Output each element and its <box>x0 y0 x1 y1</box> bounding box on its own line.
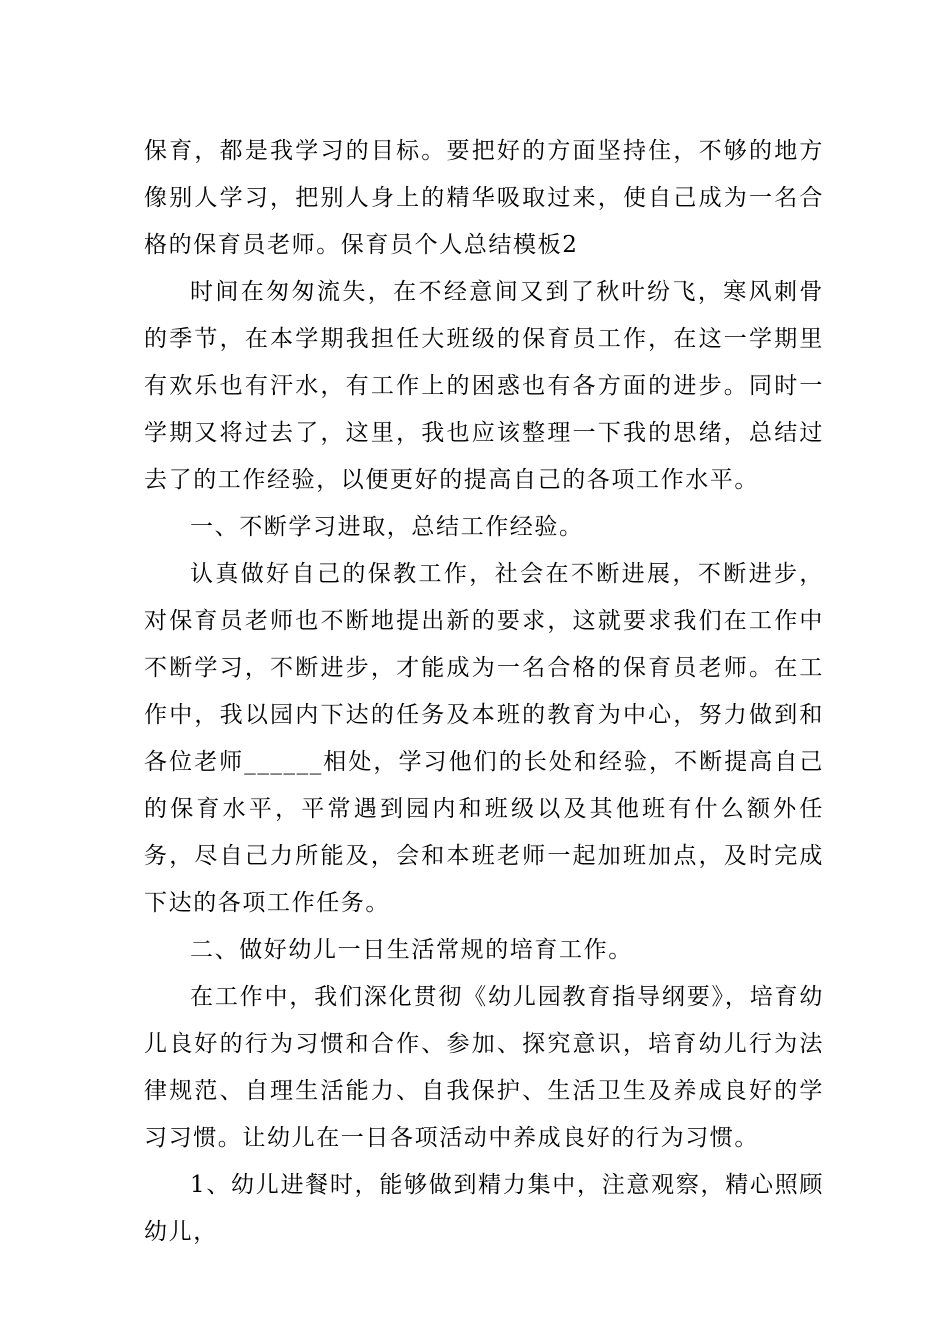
list-item-1: 1、幼儿进餐时，能够做到精力集中，注意观察，精心照顾幼儿， <box>144 1172 824 1245</box>
paragraph-1: 保育，都是我学习的目标。要把好的方面坚持住，不够的地方像别人学习，把别人身上的精华吸取过来，使自己成为一名合格的保育员老师。保育员个人总结模板2 <box>144 138 824 258</box>
paragraph-2: 时间在匆匆流失，在不经意间又到了秋叶纷飞，寒风刺骨的季节，在本学期我担任大班级的保育员工作，在这一学期里有欢乐也有汗水，有工作上的困惑也有各方面的进步。同时一学期又将过去了，这里，我也应该整理一下我的思绪，总结过去了的工作经验，以便更好的提高自己的各项工作水平。 <box>144 279 824 493</box>
section-heading-1: 一、不断学习进取，总结工作经验。 <box>190 514 584 540</box>
section-heading-2: 二、做好幼儿一日生活常规的培育工作。 <box>190 937 633 963</box>
document-body <box>144 128 824 1256</box>
paragraph-3: 认真做好自己的保教工作，社会在不断进展，不断进步，对保育员老师也不断地提出新的要求，这就要求我们在工作中不断学习，不断进步，才能成为一名合格的保育员老师。在工作中，我以园内下达的任务及本班的教育为中心，努力做到和各位老师______相处，学习他们的长处和经验，不断提高自己的保育水平，平常遇到园内和班级以及其他班有什么额外任务，尽自己力所能及，会和本班老师一起加班加点，及时完成下达的各项工作任务。 <box>144 561 824 916</box>
paragraph-4: 在工作中，我们深化贯彻《幼儿园教育指导纲要》，培育幼儿良好的行为习惯和合作、参加、探究意识，培育幼儿行为法律规范、自理生活能力、自我保护、生活卫生及养成良好的学习习惯。让幼儿在一日各项活动中养成良好的行为习惯。 <box>144 984 824 1151</box>
